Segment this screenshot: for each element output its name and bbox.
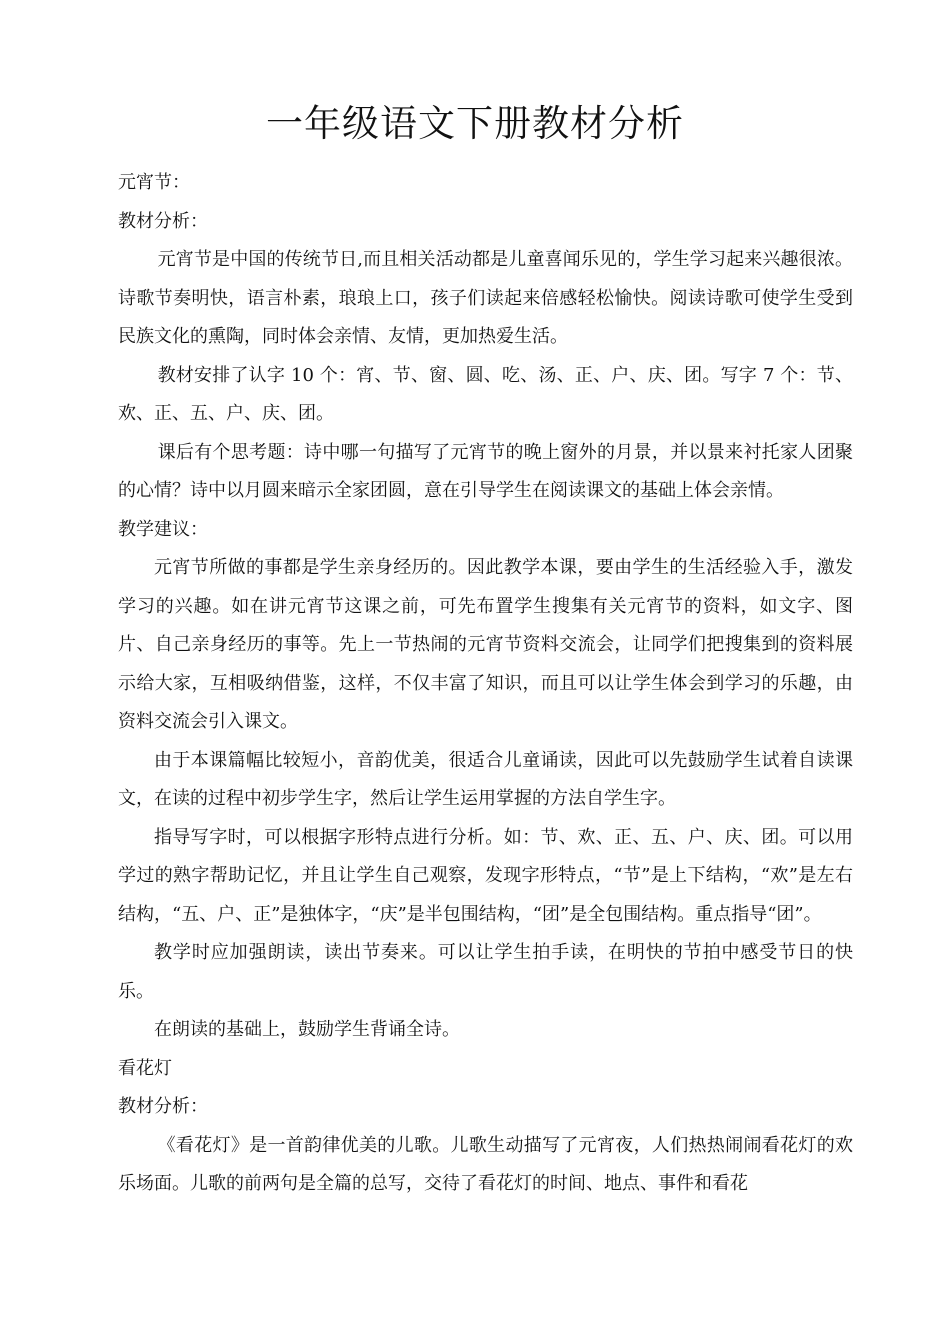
lesson-title: 元宵节： (118, 172, 190, 193)
paragraph: 由于本课篇幅比较短小，音韵优美，很适合儿童诵读，因此可以先鼓励学生试着自读课文，在读的过程中初步学生字，然后让学生运用掌握的方法自学生字。 (118, 749, 853, 809)
paragraph: 教材安排了认字 10 个：宵、节、窗、圆、吃、汤、正、户、庆、团。写字 7 个：节、欢、正、五、户、庆、团。 (118, 364, 853, 424)
paragraph: 在朗读的基础上，鼓励学生背诵全诗。 (154, 1019, 460, 1040)
section-heading: 教学建议： (118, 518, 208, 540)
lesson-title: 看花灯 (118, 1057, 172, 1079)
paragraph: 元宵节是中国的传统节日,而且相关活动都是儿童喜闻乐见的，学生学习起来兴趣很浓。诗歌节奏明快，语言朴素，琅琅上口，孩子们读起来倍感轻松愉快。阅读诗歌可使学生受到民族文化的熏陶，同时体会亲情、友情，更加热爱生活。 (118, 249, 853, 347)
section-heading: 教材分析： (118, 1096, 208, 1117)
document-body (118, 164, 853, 1204)
paragraph: 《看花灯》是一首韵律优美的儿歌。儿歌生动描写了元宵夜，人们热热闹闹看花灯的欢乐场面。儿歌的前两句是全篇的总写，交待了看花灯的时间、地点、事件和看花 (118, 1134, 853, 1194)
paragraph: 指导写字时，可以根据字形特点进行分析。如：节、欢、正、五、户、庆、团。可以用学过的熟字帮助记忆，并且让学生自己观察，发现字形特点，“节”是上下结构，“欢”是左右结构，“五、户、正”是独体字，“庆”是半包围结构，“团”是全包围结构。重点指导“团”。 (118, 826, 853, 925)
paragraph: 课后有个思考题：诗中哪一句描写了元宵节的晚上窗外的月景，并以景来衬托家人团聚的心情？诗中以月圆来暗示全家团圆，意在引导学生在阅读课文的基础上体会亲情。 (118, 441, 853, 501)
paragraph: 元宵节所做的事都是学生亲身经历的。因此教学本课，要由学生的生活经验入手，激发学习的兴趣。如在讲元宵节这课之前，可先布置学生搜集有关元宵节的资料，如文字、图片、自己亲身经历的事等。先上一节热闹的元宵节资料交流会，让同学们把搜集到的资料展示给大家，互相吸纳借鉴，这样，不仅丰富了知识，而且可以让学生体会到学习的乐趣，由资料交流会引入课文。 (118, 557, 853, 732)
document-title: 一年级语文下册教材分析 (266, 102, 684, 145)
section-heading: 教材分析： (118, 210, 208, 232)
paragraph: 教学时应加强朗读，读出节奏来。可以让学生拍手读，在明快的节拍中感受节日的快乐。 (118, 942, 853, 1002)
